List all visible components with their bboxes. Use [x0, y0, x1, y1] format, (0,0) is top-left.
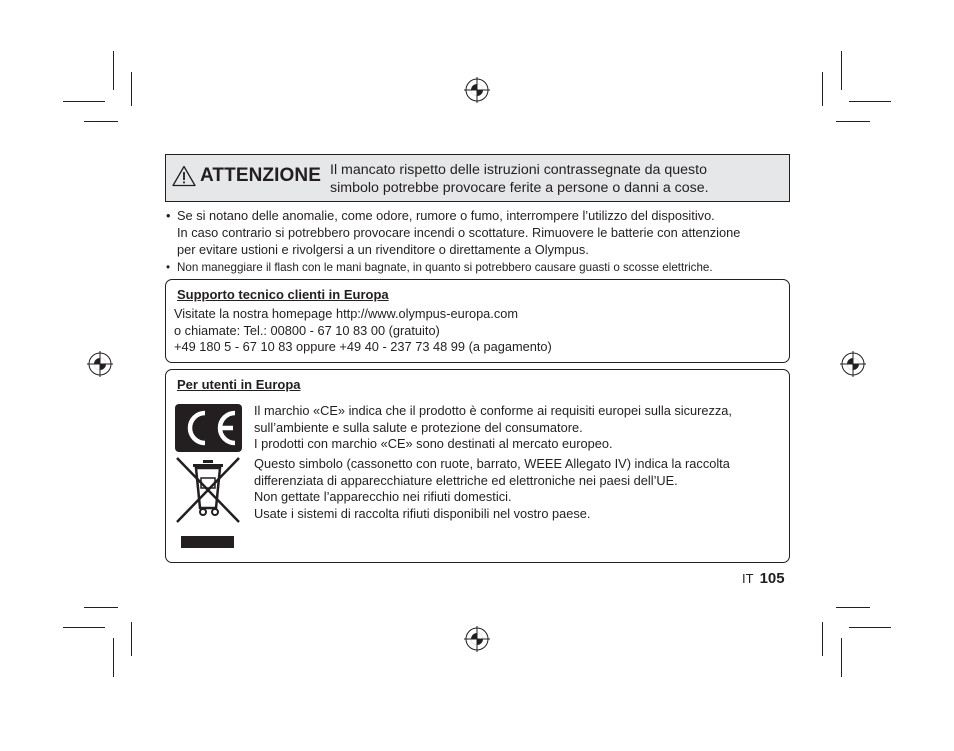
support-homepage: Visitate la nostra homepage http://www.olympus-europa.com [174, 306, 519, 321]
europe-box [165, 369, 790, 563]
support-phone-free: o chiamate: Tel.: 00800 - 67 10 83 00 (gratuito) [174, 323, 440, 338]
support-box [165, 279, 790, 363]
crop-mark [849, 101, 891, 102]
caution-label [172, 165, 321, 187]
crop-mark [849, 627, 891, 628]
registration-mark-icon [464, 626, 490, 652]
bullet-icon: • [166, 208, 171, 223]
registration-mark-icon [840, 351, 866, 377]
page-number [742, 570, 785, 587]
list-item: • Se si notano delle anomalie, come odore, rumore o fumo, interrompere l’utilizzo del dispositivo. In caso contrario si potrebbero provocare incendi o scottature. Rimuovere le batterie con attenzione per evitare ustioni e rivolgersi a un rivenditore o direttamente a Olympus. [166, 208, 741, 257]
warning-triangle-icon [172, 165, 196, 187]
registration-mark-icon [464, 77, 490, 103]
registration-mark-icon [87, 351, 113, 377]
caution-box [165, 154, 790, 202]
crop-mark [836, 607, 870, 608]
crop-mark [841, 638, 842, 677]
crop-mark [63, 627, 105, 628]
ce-mark-icon [175, 404, 242, 452]
crop-mark [836, 121, 870, 122]
europe-title: Per utenti in Europa [177, 377, 301, 392]
page-number-value: 105 [759, 570, 785, 587]
weee-crossed-bin-icon [175, 456, 241, 524]
safety-bullets [165, 207, 795, 276]
crop-mark [113, 51, 114, 90]
crop-mark [131, 622, 132, 656]
crop-mark [113, 638, 114, 677]
list-item: • Non maneggiare il flash con le mani bagnate, in quanto si potrebbero causare guasti o scosse elettriche. [166, 261, 713, 274]
support-title: Supporto tecnico clienti in Europa [177, 287, 389, 302]
crop-mark [131, 72, 132, 106]
support-phone-paid: +49 180 5 - 67 10 83 oppure +49 40 - 237 73 48 99 (a pagamento) [174, 339, 552, 354]
crop-mark [822, 72, 823, 106]
weee-description: Questo simbolo (cassonetto con ruote, barrato, WEEE Allegato IV) indica la raccolta differenziata di apparecchiature elettriche ed elettroniche nei paesi dell’UE. Non gettate l’apparecchio nei rifiuti domestici. Usate i sistemi di raccolta rifiuti disponibili nel vostro paese. [254, 456, 730, 521]
crop-mark [841, 51, 842, 90]
caution-title: ATTENZIONE [200, 165, 321, 186]
crop-mark [822, 622, 823, 656]
bullet-icon: • [166, 261, 171, 274]
caution-text: Il mancato rispetto delle istruzioni contrassegnate da questo simbolo potrebbe provocare ferite a persone o danni a cose. [330, 162, 709, 196]
ce-description: Il marchio «CE» indica che il prodotto è conforme ai requisiti europei sulla sicurezza, sull’ambiente e sulla salute e protezione del consumatore. I prodotti con marchio «CE» sono destinati al mercato europeo. [254, 403, 732, 451]
crop-mark [84, 121, 118, 122]
crop-mark [63, 101, 105, 102]
weee-bar-icon [181, 536, 234, 548]
language-code: IT [742, 571, 754, 586]
crop-mark [84, 607, 118, 608]
